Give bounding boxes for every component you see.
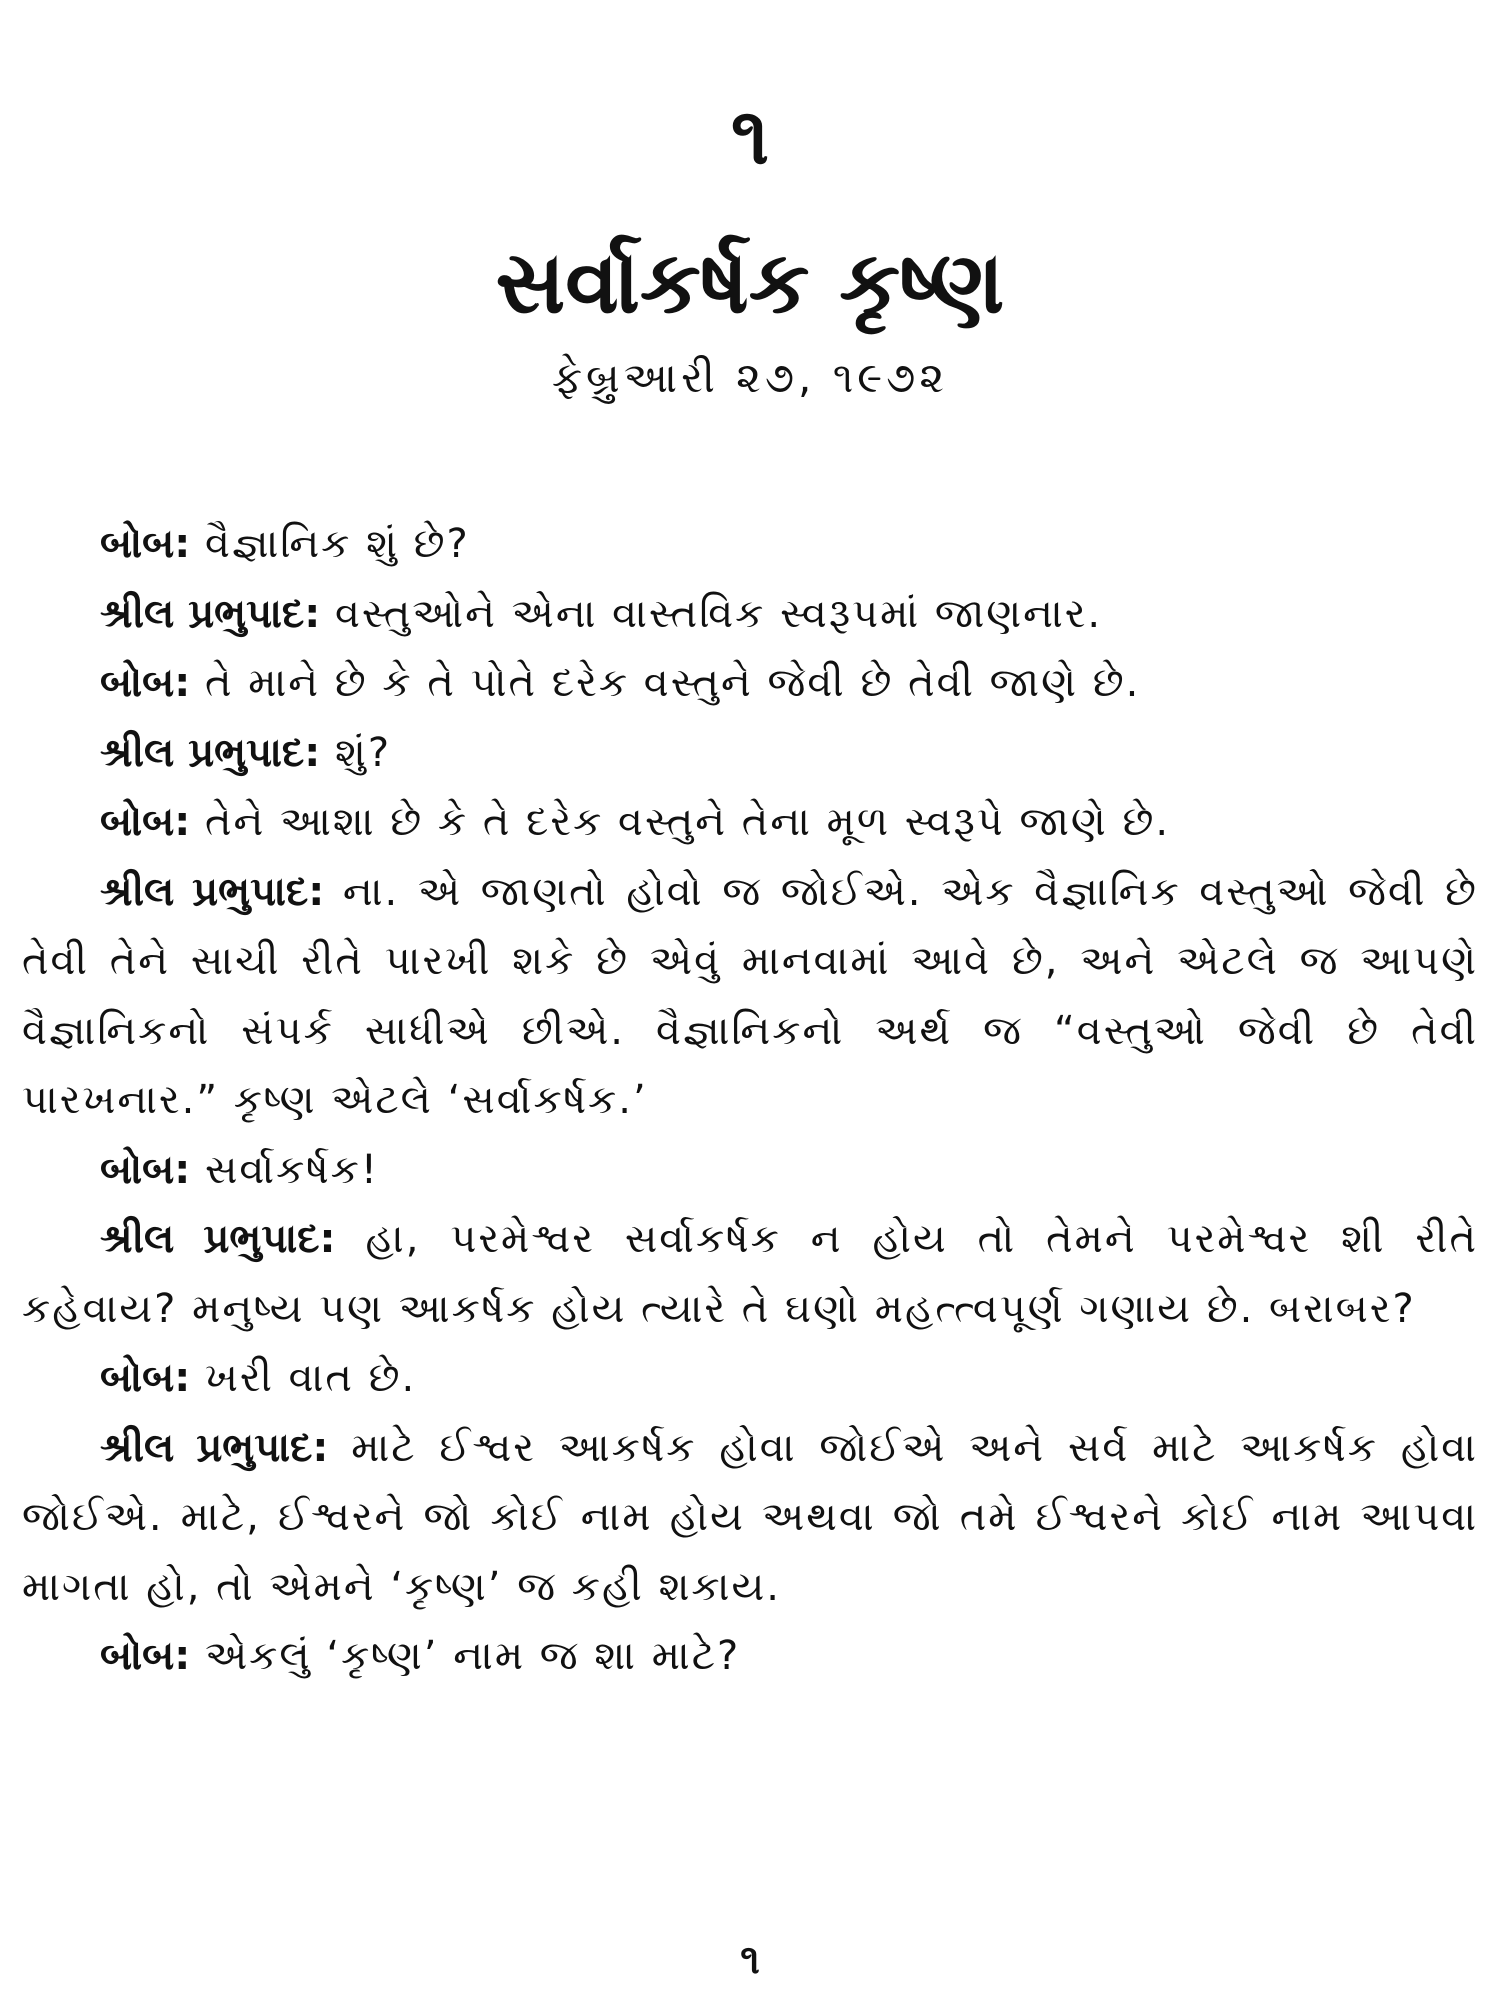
speaker-label: બોબ:: [100, 521, 191, 567]
dialogue-text: તેને આશા છે કે તે દરેક વસ્તુને તેના મૂળ સ્વરૂપે જાણે છે.: [190, 799, 1171, 845]
dialogue-paragraph: [22, 1344, 1478, 1414]
dialogue-paragraph: [22, 719, 1478, 789]
page-number: ૧: [740, 1937, 760, 1983]
dialogue-paragraph: [22, 1622, 1478, 1692]
speaker-label: શ્રીલ પ્રભુપાદ:: [100, 1424, 329, 1471]
dialogue-text: એકલું ‘કૃષ્ણ’ નામ જ શા માટે?: [190, 1633, 741, 1679]
dialogue-paragraph: [22, 510, 1478, 580]
dialogue-paragraph: [22, 649, 1478, 719]
speaker-label: બોબ:: [100, 799, 191, 845]
speaker-label: બોબ:: [100, 1633, 191, 1679]
speaker-label: બોબ:: [100, 1146, 191, 1193]
dialogue-text: વસ્તુઓને એના વાસ્તવિક સ્વરૂપમાં જાણનાર.: [320, 590, 1103, 637]
dialogue-text: ના. એ જાણતો હોવો જ જોઈએ. એક વૈજ્ઞાનિક વસ્તુઓ જેવી છે તેવી તેને સાચી રીતે પારખી શકે છે એવું માનવામાં આવે છે, અને એટલે જ આપણે વૈજ્ઞાનિકનો સંપર્ક સાધીએ છીએ. વૈજ્ઞાનિકનો અર્થ જ “વસ્તુઓ જેવી છે તેવી પારખનાર.” કૃષ્ણ એટલે ‘સર્વાકર્ષક.’: [22, 868, 1478, 1123]
dialogue-body: [22, 510, 1478, 1692]
dialogue-paragraph: [22, 858, 1478, 1136]
speaker-label: શ્રીલ પ્રભુપાદ:: [100, 590, 321, 637]
dialogue-text: હા, પરમેશ્વર સર્વાકર્ષક ન હોય તો તેમને પરમેશ્વર શી રીતે કહેવાય? મનુષ્ય પણ આકર્ષક હોય ત્યારે તે ઘણો મહત્ત્વપૂર્ણ ગણાય છે. બરાબર?: [22, 1216, 1478, 1332]
dialogue-text: વૈજ્ઞાનિક શું છે?: [190, 521, 470, 567]
dialogue-paragraph: [22, 1205, 1478, 1344]
dialogue-paragraph: [22, 788, 1478, 858]
speaker-label: શ્રીલ પ્રભુપાદ:: [100, 1216, 336, 1262]
speaker-label: શ્રીલ પ્રભુપાદ:: [100, 868, 325, 915]
dialogue-text: માટે ઈશ્વર આકર્ષક હોવા જોઈએ અને સર્વ માટે આકર્ષક હોવા જોઈએ. માટે, ઈશ્વરને જો કોઈ નામ હોય અથવા જો તમે ઈશ્વરને કોઈ નામ આપવા માગતા હો, તો એમને ‘કૃષ્ણ’ જ કહી શકાય.: [22, 1424, 1478, 1610]
dialogue-text: ખરી વાત છે.: [190, 1355, 417, 1401]
dialogue-paragraph: [22, 1136, 1478, 1206]
chapter-date: ફેબ્રુઆરી ૨૭, ૧૯૭૨: [551, 353, 949, 402]
chapter-title: સર્વાકર્ષક કૃષ્ણ: [495, 233, 1005, 333]
dialogue-paragraph: [22, 1414, 1478, 1623]
speaker-label: બોબ:: [100, 1355, 191, 1401]
dialogue-text: શું?: [320, 729, 392, 776]
speaker-label: બોબ:: [100, 660, 191, 706]
dialogue-paragraph: [22, 580, 1478, 650]
dialogue-text: સર્વાકર્ષક!: [190, 1146, 379, 1193]
chapter-number: ૧: [730, 92, 770, 182]
speaker-label: શ્રીલ પ્રભુપાદ:: [100, 729, 321, 776]
dialogue-text: તે માને છે કે તે પોતે દરેક વસ્તુને જેવી છે તેવી જાણે છે.: [190, 660, 1141, 706]
